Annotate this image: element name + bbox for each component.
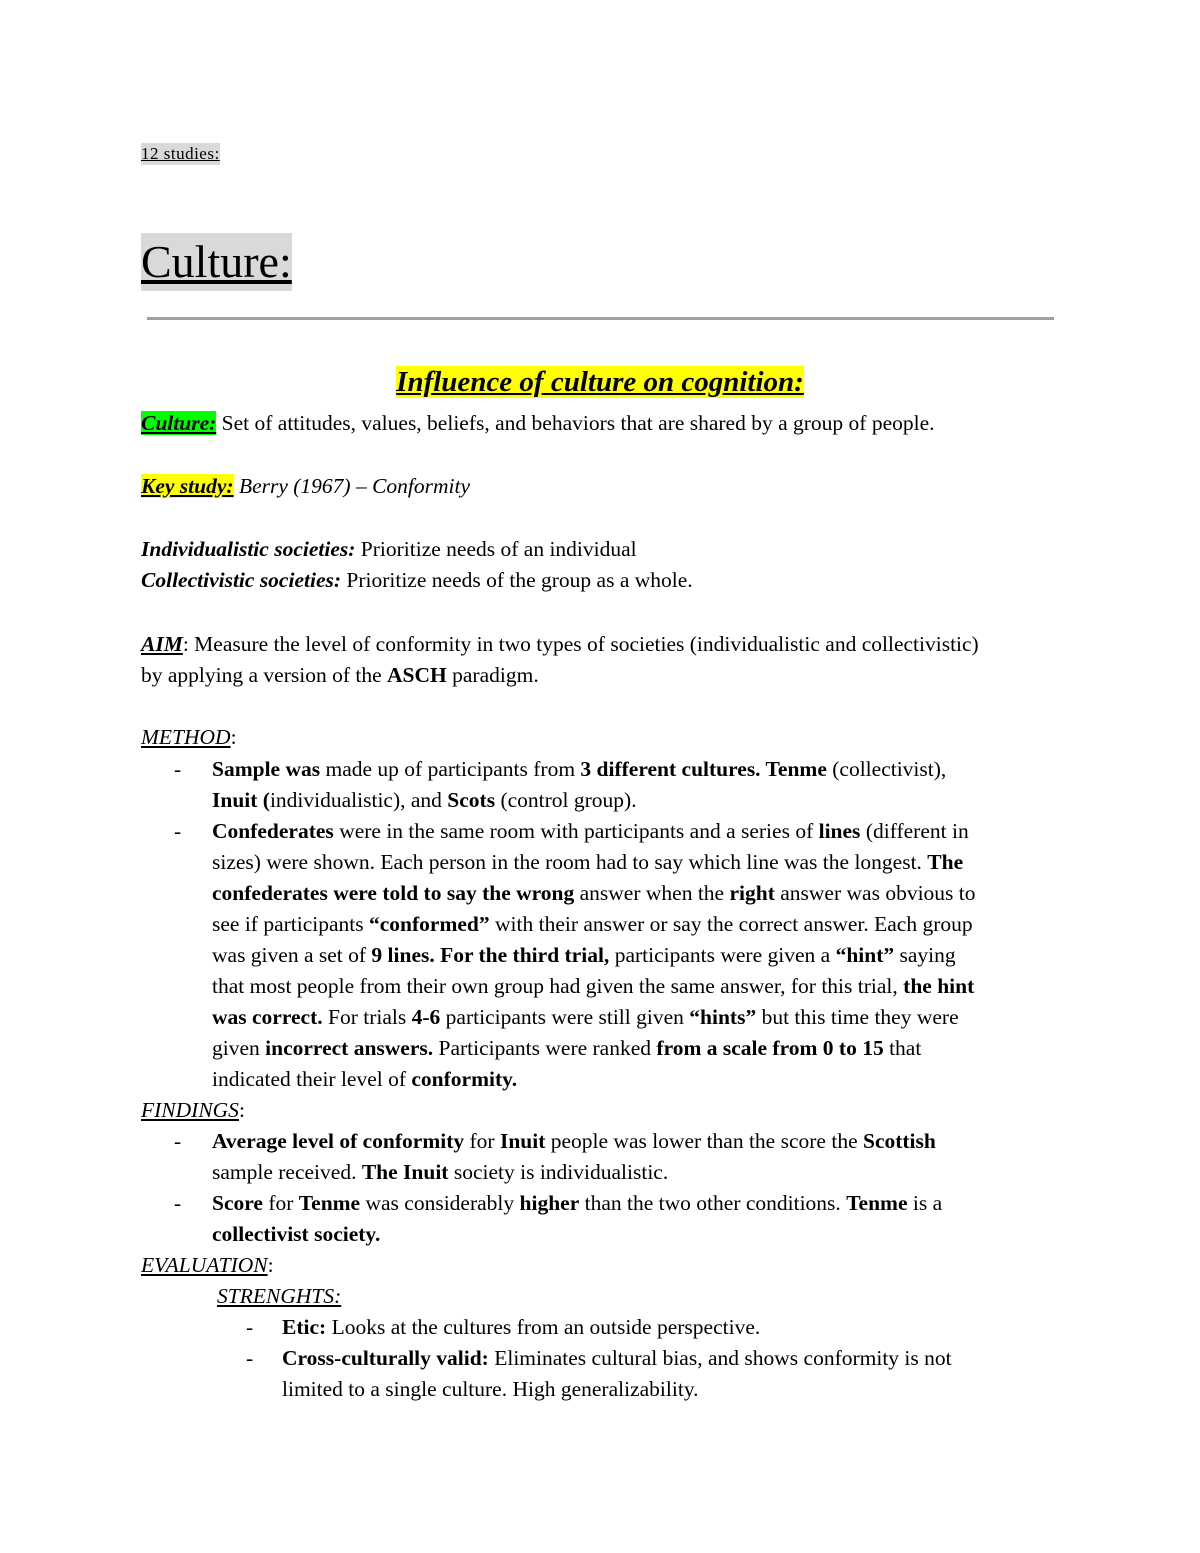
- findings-item-1-cont: sample received. The Inuit society is individualistic.: [212, 1160, 669, 1184]
- aim-line-1: [141, 629, 979, 660]
- findings-item-2-cont: collectivist society.: [212, 1222, 381, 1246]
- method-item-2-cont: was given a set of 9 lines. For the third trial, participants were given a “hint” saying: [212, 943, 956, 967]
- method-item-2-cont: see if participants “conformed” with their answer or say the correct answer. Each group: [212, 912, 973, 936]
- method-label: METHOD: [141, 725, 231, 749]
- aim-line-2: by applying a version of the ASCH paradigm.: [141, 663, 539, 687]
- evaluation-heading: EVALUATION:: [141, 1253, 274, 1277]
- aim-text: : Measure the level of conformity in two types of societies (individualistic and collectivistic): [182, 632, 979, 656]
- strength-item-1: Etic: Looks at the cultures from an outside perspective.: [282, 1315, 761, 1339]
- method-item-2: Confederates were in the same room with participants and a series of lines (different in: [212, 819, 969, 843]
- bullet-dash: -: [174, 757, 182, 781]
- key-study-line: [141, 471, 470, 502]
- findings-item-2: Score for Tenme was considerably higher than the two other conditions. Tenme is a: [212, 1191, 943, 1215]
- individualistic-text: Prioritize needs of an individual: [355, 537, 637, 561]
- findings-label: FINDINGS: [141, 1098, 239, 1122]
- method-item-1: Sample was made up of participants from 3 different cultures. Tenme (collectivist),: [212, 757, 947, 781]
- findings-item-1: Average level of conformity for Inuit people was lower than the score the Scottish: [212, 1129, 936, 1153]
- definition-label: Culture:: [141, 411, 217, 435]
- aim-label: AIM: [141, 632, 183, 656]
- method-item-1-cont: Inuit (individualistic), and Scots (control group).: [212, 788, 637, 812]
- strength-item-2: Cross-culturally valid: Eliminates cultural bias, and shows conformity is not: [282, 1346, 952, 1370]
- collectivistic-label: Collectivistic societies:: [141, 568, 342, 592]
- key-study-label: Key study:: [141, 474, 234, 498]
- bullet-dash: -: [174, 1191, 182, 1215]
- method-item-2-cont: confederates were told to say the wrong answer when the right answer was obvious to: [212, 881, 976, 905]
- horizontal-divider: [147, 317, 1054, 320]
- findings-heading: FINDINGS:: [141, 1098, 245, 1122]
- bullet-dash: -: [246, 1315, 254, 1339]
- method-item-2-cont: indicated their level of conformity.: [212, 1067, 518, 1091]
- evaluation-label: EVALUATION: [141, 1253, 268, 1277]
- section-heading: Influence of culture on cognition:: [396, 366, 804, 398]
- strength-item-2-cont: limited to a single culture. High generalizability.: [282, 1377, 699, 1401]
- page-title: Culture:: [141, 233, 292, 291]
- method-item-2-cont: that most people from their own group had given the same answer, for this trial, the hint: [212, 974, 975, 998]
- bullet-dash: -: [174, 819, 182, 843]
- method-heading: METHOD:: [141, 725, 237, 749]
- strengths-label: STRENGHTS:: [217, 1284, 342, 1308]
- bullet-dash: -: [174, 1129, 182, 1153]
- collectivistic-line: [141, 565, 693, 596]
- studies-label: 12 studies:: [141, 144, 220, 163]
- bullet-dash: -: [246, 1346, 254, 1370]
- individualistic-line: [141, 534, 637, 565]
- method-item-2-cont: given incorrect answers. Participants were ranked from a scale from 0 to 15 that: [212, 1036, 922, 1060]
- individualistic-label: Individualistic societies:: [141, 537, 356, 561]
- definition-text: Set of attitudes, values, beliefs, and behaviors that are shared by a group of people.: [216, 411, 935, 435]
- method-item-2-cont: sizes) were shown. Each person in the room had to say which line was the longest. The: [212, 850, 964, 874]
- strengths-heading: [217, 1281, 341, 1312]
- method-item-2-cont: was correct. For trials 4-6 participants were still given “hints” but this time they were: [212, 1005, 959, 1029]
- collectivistic-text: Prioritize needs of the group as a whole.: [341, 568, 693, 592]
- definition-line: [141, 408, 935, 439]
- key-study-text: Berry (1967) – Conformity: [233, 474, 471, 498]
